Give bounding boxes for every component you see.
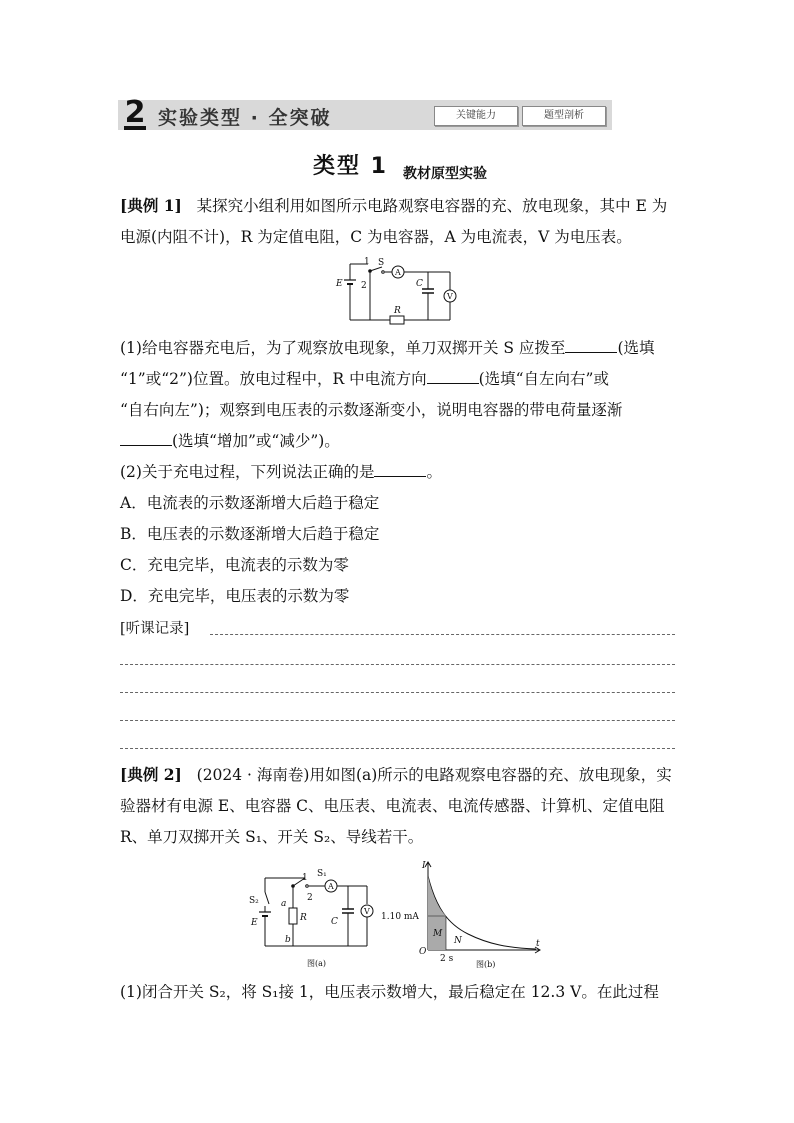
ex2-q1: (1)闭合开关 S₂，将 S₁接 1，电压表示数增大，最后稳定在 12.3 V。在此过程 (120, 983, 659, 1001)
ex1-q2 (120, 462, 680, 482)
blank-2[interactable] (427, 369, 479, 384)
c2-resistor-label: R (300, 913, 307, 923)
graph-x-axis-label: t (536, 939, 540, 949)
c2-s1-label: S₁ (317, 869, 327, 879)
type-subtitle: 教材原型实验 (403, 166, 487, 182)
ex2-line3: R、单刀双掷开关 S₁、开关 S₂、导线若干。 (120, 828, 424, 846)
graph-origin-label: O (419, 947, 427, 957)
ex1-q1-text-d: (选填“自左向右”或 (478, 370, 609, 388)
c2-source-label: E (251, 918, 258, 928)
notes-line[interactable] (120, 664, 675, 665)
ex1-q2-end: 。 (426, 463, 442, 481)
graph-time-label: 2 s (440, 954, 454, 964)
c1-contact-2: 2 (361, 281, 367, 291)
notes-line[interactable] (120, 748, 675, 749)
c2-voltmeter-label: V (364, 907, 370, 916)
c2-node-a: a (281, 899, 287, 909)
c1-source-label: E (336, 279, 343, 289)
c1-voltmeter-label: V (447, 292, 453, 301)
section-title: 实验类型 · 全突破 (158, 107, 332, 129)
blank-4[interactable] (374, 462, 426, 477)
ex1-q1-line2 (120, 369, 680, 389)
notes-line[interactable] (120, 720, 675, 721)
circuit-diagram-1 (330, 256, 465, 326)
ex1-q1-text-c: “1”或“2”)位置。放电过程中，R 中电流方向 (120, 370, 427, 388)
c2-capacitor-label: C (331, 917, 338, 927)
ex1-q1-text-b: (选填 (617, 339, 655, 357)
c1-switch-label: S (378, 258, 385, 268)
option-c: C．充电完毕，电流表的示数为零 (120, 556, 349, 574)
ex1-line1 (120, 196, 680, 216)
notes-label: [听课记录] (120, 621, 190, 637)
graph-current-label: 1.10 mA (381, 912, 419, 922)
c1-contact-1: 1 (364, 257, 370, 267)
type-heading: 类型 1 (313, 154, 388, 179)
ex2-line1 (120, 765, 680, 785)
blank-1[interactable] (565, 338, 617, 353)
c2-contact-2: 2 (307, 893, 313, 903)
ex1-q1-text-a: (1)给电容器充电后，为了观察放电现象，单刀双掷开关 S 应拨至 (120, 339, 566, 357)
section-number: 2 (124, 95, 146, 130)
ex2-line2: 验器材有电源 E、电容器 C、电压表、电流表、电流传感器、计算机、定值电阻 (120, 797, 665, 815)
ex1-text1: 某探究小组利用如图所示电路观察电容器的充、放电现象，其中 E 为 (196, 197, 668, 215)
notes-line[interactable] (210, 634, 675, 635)
c2-ammeter-label: A (328, 882, 334, 891)
c1-capacitor-label: C (416, 279, 423, 289)
figure-b-caption: 图(b) (476, 960, 496, 969)
c1-resistor-label: R (394, 306, 401, 316)
ex2-text1: (2024 · 海南卷)用如图(a)所示的电路观察电容器的充、放电现象，实 (196, 766, 672, 784)
option-d: D．充电完毕，电压表的示数为零 (120, 587, 350, 605)
circuit-diagram-a (245, 862, 380, 972)
c2-contact-1: 1 (302, 873, 308, 883)
c2-node-b: b (285, 935, 291, 945)
ex1-q1-line1 (120, 338, 680, 358)
c1-ammeter-label: A (395, 268, 401, 277)
ex1-q1-line3: “自右向左”)；观察到电压表的示数逐渐变小，说明电容器的带电荷量逐渐 (120, 401, 623, 419)
ex1-q1-line4 (120, 431, 680, 451)
ex1-label: [典例 1] (120, 196, 182, 215)
graph-region-n: N (454, 936, 462, 946)
c2-s2-label: S₂ (249, 896, 259, 906)
ex1-line2: 电源(内阻不计)，R 为定值电阻，C 为电容器，A 为电流表，V 为电压表。 (120, 228, 632, 246)
ex2-label: [典例 2] (120, 765, 182, 784)
notes-line[interactable] (120, 692, 675, 693)
option-a: A．电流表的示数逐渐增大后趋于稳定 (120, 494, 380, 512)
key-ability-button[interactable]: 关键能力 (434, 106, 518, 126)
graph-b (378, 858, 548, 973)
graph-region-m: M (433, 929, 443, 939)
figure-a-caption: 图(a) (307, 959, 327, 968)
ex1-q1-text-f: (选填“增加”或“减少”)。 (172, 432, 340, 450)
question-analysis-button[interactable]: 题型剖析 (522, 106, 606, 126)
blank-3[interactable] (120, 431, 172, 446)
ex1-q2-text: (2)关于充电过程，下列说法正确的是 (120, 463, 375, 481)
option-b: B．电压表的示数逐渐增大后趋于稳定 (120, 525, 380, 543)
graph-y-axis-label: I (422, 861, 426, 871)
